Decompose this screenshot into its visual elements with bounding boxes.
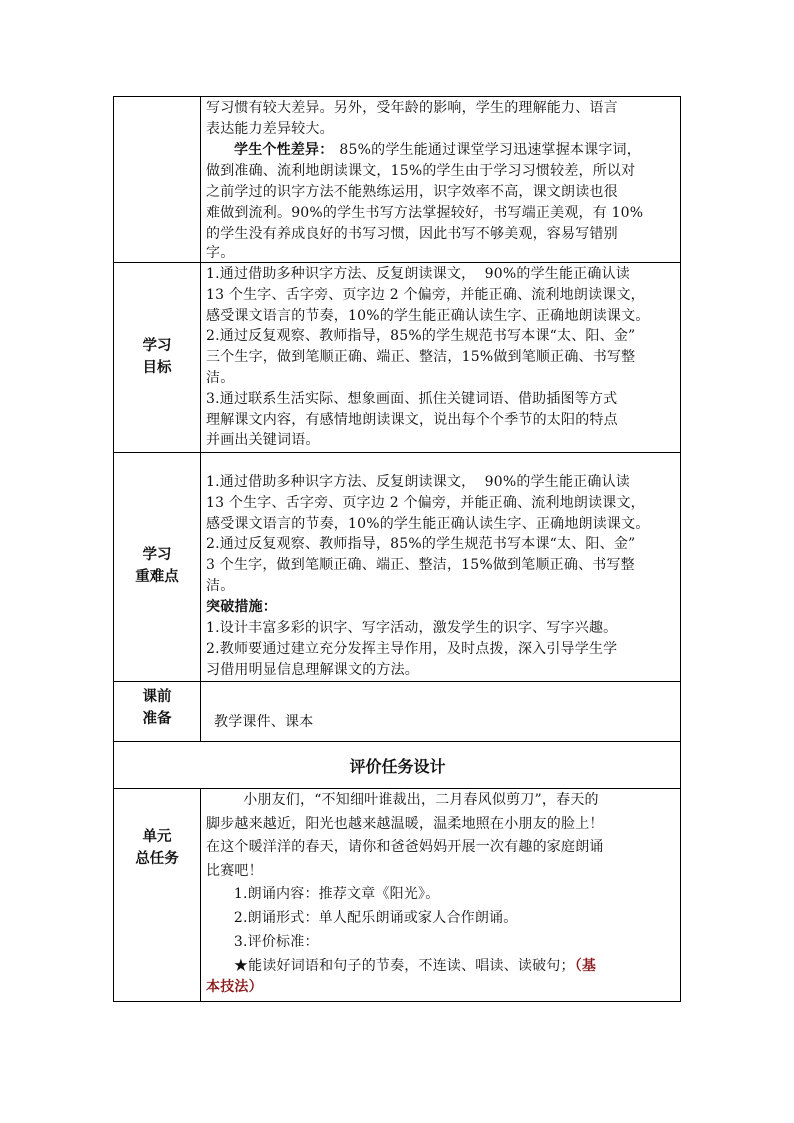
- key-points-line: 感受课文语言的节奏，10%的学生能正确认读生字、正确地朗读课文。: [206, 515, 650, 532]
- table-row-divider: [113, 741, 681, 742]
- table-column-divider: [200, 788, 201, 1002]
- measure-line: 2.教师要通过建立充分发挥主导作用，及时点拨，深入引导学生学: [206, 640, 618, 657]
- key-points-label-line: 学习: [142, 547, 172, 563]
- unit-task-line: 1.朗诵内容：推荐文章《阳光》。: [206, 886, 440, 903]
- unit-task-line: 脚步越来越近，阳光也越来越温暖，温柔地照在小朋友的脸上！: [206, 815, 604, 832]
- key-points-line: 3 个生字，做到笔顺正确、端正、整洁，15%做到笔顺正确、书写整: [206, 557, 635, 574]
- table-border-right: [680, 96, 681, 1002]
- table-row-divider: [113, 262, 681, 263]
- goals-label: [114, 335, 200, 379]
- unit-task-label: [114, 826, 200, 870]
- key-points-line: 1.通过借助多种识字方法、反复朗读课文， 90%的学生能正确认读: [206, 474, 630, 490]
- criterion-line: [206, 956, 596, 977]
- analysis-line: 之前学过的识字方法不能熟练运用，识字效率不高，课文朗读也很: [206, 184, 618, 200]
- breakthrough-heading: 突破措施：: [206, 599, 277, 615]
- unit-task-line: 在这个暖洋洋的春天，请你和爸爸妈妈开展一次有趣的家庭朗诵: [206, 839, 604, 856]
- table-row-divider: [113, 452, 681, 453]
- table-border-bottom: [113, 1001, 681, 1002]
- key-points-line: 13 个生字、舌字旁、页字边 2 个偏旁，并能正确、流利地朗读课文，: [206, 494, 645, 511]
- individual-difference-heading: 学生个性差异：: [234, 142, 334, 158]
- analysis-text: 85%的学生能通过课堂学习迅速掌握本课字词，: [339, 142, 641, 158]
- unit-task-line: 3.评价标准：: [206, 933, 319, 950]
- goals-line: 13 个生字、舌字旁、页字边 2 个偏旁，并能正确、流利地朗读课文，: [206, 286, 645, 303]
- unit-task-line: 比赛吧！: [206, 862, 263, 879]
- analysis-line: 做到准确、流利地朗读课文，15%的学生由于学习习惯较差，所以对: [206, 163, 636, 179]
- key-points-line: 洁。: [206, 578, 235, 594]
- goals-line: 1.通过借助多种识字方法、反复朗读课文， 90%的学生能正确认读: [206, 266, 630, 282]
- unit-task-line: 2.朗诵形式：单人配乐朗诵或家人合作朗诵。: [206, 910, 518, 926]
- table-column-divider: [200, 96, 201, 741]
- prep-label: [114, 686, 200, 730]
- goals-line: 理解课文内容，有感情地朗读课文，说出每个个季节的太阳的特点: [206, 411, 618, 428]
- table-row-divider: [113, 681, 681, 682]
- goals-line: 并画出关键词语。: [206, 432, 320, 449]
- goals-label-line: 目标: [142, 360, 172, 376]
- key-points-label-line: 重难点: [135, 569, 179, 585]
- goals-line: 洁。: [206, 370, 235, 386]
- section-title: 评价任务设计: [349, 757, 446, 776]
- prep-value: 教学课件、课本: [214, 714, 314, 730]
- measure-line: 习借用明显信息理解课文的方法。: [206, 661, 419, 678]
- table-row-divider: [113, 788, 681, 789]
- prep-label-line: 准备: [142, 711, 172, 727]
- criterion-text: ★能读好词语和句子的节奏，不连读、唱读、读破句；: [206, 958, 575, 974]
- goals-line: 2.通过反复观察、教师指导，85%的学生规范书写本课“太、阳、金”: [206, 328, 636, 345]
- analysis-line: 的学生没有养成良好的书写习惯，因此书写不够美观，容易写错别: [206, 226, 618, 242]
- prep-label-line: 课前: [142, 689, 172, 705]
- criterion-tag: （基: [574, 958, 597, 974]
- goals-line: 三个生字，做到笔顺正确、端正、整洁，15%做到笔顺正确、书写整: [206, 349, 636, 366]
- table-border-top: [113, 96, 681, 97]
- analysis-line: 表达能力差异较大。: [206, 121, 334, 137]
- key-points-label: [114, 544, 200, 588]
- goals-label-line: 学习: [142, 338, 172, 354]
- criterion-tag-continued: 本技法）: [206, 979, 263, 995]
- goals-line: 3.通过联系生活实际、想象画面、抓住关键词语、借助插图等方式: [206, 390, 618, 407]
- key-points-line: 2.通过反复观察、教师指导，85%的学生规范书写本课“太、阳、金”: [206, 536, 636, 553]
- analysis-line: [234, 140, 641, 161]
- analysis-line: 写习惯有较大差异。另外，受年龄的影响，学生的理解能力、语言: [206, 100, 618, 116]
- unit-task-line: 小朋友们，“不知细叶谁裁出，二月春风似剪刀”，春天的: [206, 792, 599, 808]
- analysis-line: 字。: [206, 245, 235, 261]
- analysis-line: 难做到流利。90%的学生书写方法掌握较好，书写端正美观，有 10%: [206, 205, 644, 221]
- measure-line: 1.设计丰富多彩的识字、写字活动，激发学生的识字、写字兴趣。: [206, 620, 618, 636]
- unit-task-label-line: 总任务: [135, 851, 179, 867]
- unit-task-label-line: 单元: [142, 829, 172, 845]
- goals-line: 感受课文语言的节奏，10%的学生能正确认读生字、正确地朗读课文。: [206, 307, 650, 324]
